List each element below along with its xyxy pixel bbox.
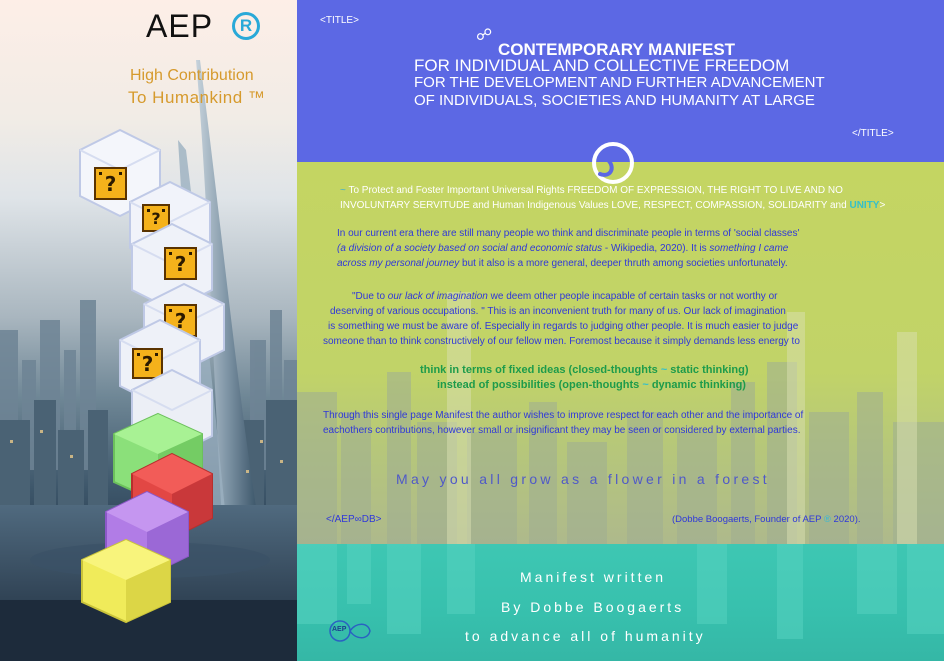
para2-line-2: deserving of various occupations. " This is an inconvenient truth for many of us. Our lack of imagination [330, 306, 786, 317]
green-1-tilde: ~ [660, 364, 668, 376]
green-2-tilde: ~ [642, 379, 649, 391]
signature-credit [672, 514, 861, 525]
green-1c: static thinking) [667, 364, 749, 376]
aep-logo-text: AEP [146, 8, 214, 44]
para2-quote-start: "Due to [352, 291, 388, 302]
rights-line-1 [340, 185, 843, 196]
registered-mark-icon: R [232, 12, 260, 40]
para1-line-1: In our current era there are still many people wo think and discriminate people in terms of 'social classes' [337, 228, 800, 239]
question-block-icon-5: ? [132, 348, 163, 379]
link-icon: ☍ [476, 27, 493, 44]
footer-line-1: Manifest written [520, 569, 667, 585]
para1-personal: something I came [709, 243, 789, 254]
rights-text-2: INVOLUNTARY SERVITUDE and Human Indigenous Values LOVE, RESPECT, COMPASSION, SOLIDARITY and [340, 200, 850, 211]
para2-line-3: is something we must be aware of. Especially in regards to judging other people. It is much easier to judge [328, 321, 799, 332]
credit-text: (Dobbe Boogaerts, Founder of AEP [672, 514, 824, 525]
para1-rest: but it also is a more general, deeper thruth among societies unfortunately. [459, 258, 788, 269]
question-block-icon-1: ? [94, 167, 127, 200]
para2-rest: we deem other people incapable of certain tasks or not worthy or [487, 291, 778, 302]
title-line-3: FOR THE DEVELOPMENT AND FURTHER ADVANCEMENT [414, 74, 825, 91]
tagline-line-1: High Contribution [130, 67, 254, 84]
title-line-4: OF INDIVIDUALS, SOCIETIES AND HUMANITY AT LARGE [414, 92, 815, 109]
para3-line-1: Through this single page Manifest the author wishes to improve respect for each other and the importance of [323, 410, 804, 421]
para1-line-3 [337, 258, 788, 269]
tilde-glyph: ~ [340, 185, 346, 196]
sidebar-panel [0, 0, 297, 661]
credit-year: 2020). [830, 514, 861, 525]
green-2a: instead of possibilities (open-thoughts [437, 379, 643, 391]
footer-line-2: By Dobbe Boogaerts [501, 599, 685, 615]
question-block-icon-2: ? [142, 204, 170, 232]
question-block-icon-3: ? [164, 247, 197, 280]
infinity-s-emblem-icon [586, 142, 640, 184]
yellow-cube [80, 538, 172, 624]
footer-line-3: to advance all of humanity [465, 628, 706, 644]
rights-text-1: To Protect and Foster Important Universal Rights FREEDOM OF EXPRESSION, THE RIGHT TO LIVE AND NO [345, 185, 843, 196]
footer-aep-logo [326, 618, 374, 644]
para2-line-1 [352, 291, 777, 302]
para3-line-2: eachothers contributions, however small or insignificant they may be seen or considered by external parties. [323, 425, 801, 436]
unity-word: UNITY [849, 200, 880, 211]
green-line-1 [420, 364, 749, 376]
green-line-2 [437, 379, 746, 391]
signature-tag: </AEP∞DB> [326, 514, 382, 525]
tagline-line-2: To Humankind ™ [128, 88, 266, 107]
title-line-1: CONTEMPORARY MANIFEST [498, 40, 736, 59]
rights-end: > [879, 200, 886, 211]
title-line-2: FOR INDIVIDUAL AND COLLECTIVE FREEDOM [414, 56, 790, 75]
para2-imagination: our lack of imagination [387, 291, 488, 302]
para1-src: - Wikipedia, 2020). It is [602, 243, 710, 254]
credit-reg: ® [823, 514, 831, 525]
para2-line-4: someone than to think constructively of our fellow men. Foremost because it simply demands less energy to [323, 336, 800, 347]
question-block-icon-4: ? [164, 304, 197, 337]
title-close-tag: </TITLE> [852, 128, 894, 139]
para1-line-2 [337, 243, 788, 254]
para1-journey: across my personal journey [337, 258, 460, 269]
green-1a: think in terms of fixed ideas (closed-thoughts [420, 364, 661, 376]
closing-line: May you all grow as a flower in a forest [396, 471, 770, 487]
rights-line-2 [340, 200, 885, 211]
footer-logo-text: AEP [332, 626, 347, 633]
green-2c: dynamic thinking) [648, 379, 746, 391]
title-open-tag: <TITLE> [320, 15, 359, 26]
para1-def: (a division of a society based on social and economic status [337, 243, 603, 254]
